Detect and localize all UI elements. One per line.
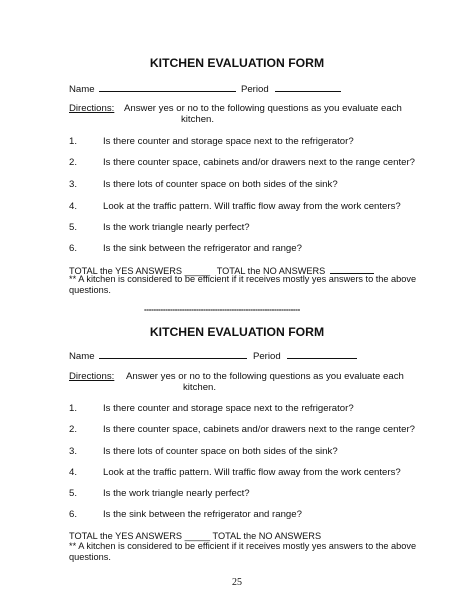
page-number: 25	[232, 577, 242, 588]
form-1-title: KITCHEN EVALUATION FORM	[149, 56, 325, 70]
form-1-question-6: 6. Is the sink between the refrigerator and range?	[69, 243, 302, 254]
period-field[interactable]	[275, 82, 341, 92]
form-2-name-row	[69, 349, 357, 362]
name-label: Name	[69, 84, 95, 95]
form-1-note-line1: ** A kitchen is considered to be efficient if it receives mostly yes answers to the above	[69, 274, 417, 284]
form-2-title: KITCHEN EVALUATION FORM	[149, 325, 325, 339]
total-no-label: TOTAL the NO ANSWERS	[216, 266, 326, 276]
form-2-question-2: 2. Is there counter space, cabinets and/or drawers next to the range center?	[69, 424, 415, 435]
name-field[interactable]	[99, 82, 236, 92]
form-1-directions-label: Directions:	[69, 103, 115, 114]
form-2-question-5: 5. Is the work triangle nearly perfect?	[69, 488, 250, 499]
form-1-name-row	[69, 82, 341, 95]
form-2-question-6: 6. Is the sink between the refrigerator and range?	[69, 509, 302, 520]
form-1-question-3: 3. Is there lots of counter space on both sides of the sink?	[69, 179, 338, 190]
form-1-question-2: 2. Is there counter space, cabinets and/or drawers next to the range center?	[69, 157, 415, 168]
total-no-field[interactable]	[330, 264, 374, 274]
form-1-note-line2: questions.	[69, 285, 111, 295]
form-2-directions-line1: Answer yes or no to the following questions as you evaluate each	[126, 371, 404, 382]
form-1-directions-line2: kitchen.	[181, 114, 215, 125]
form-1-question-4: 4. Look at the traffic pattern. Will traffic flow away from the work centers?	[69, 201, 401, 212]
form-2-question-1: 1. Is there counter and storage space next to the refrigerator?	[69, 403, 354, 414]
period-field[interactable]	[287, 349, 357, 359]
form-1-question-5: 5. Is the work triangle nearly perfect?	[69, 222, 250, 233]
period-label: Period	[240, 84, 269, 95]
form-2-question-4: 4. Look at the traffic pattern. Will traffic flow away from the work centers?	[69, 467, 401, 478]
period-label: Period	[252, 351, 281, 362]
form-2-question-3: 3. Is there lots of counter space on both sides of the sink?	[69, 446, 338, 457]
form-1-directions-line1: Answer yes or no to the following questions as you evaluate each	[124, 103, 402, 114]
form-1-question-1: 1. Is there counter and storage space next to the refrigerator?	[69, 136, 354, 147]
form-separator: ------------------------------------------------------------------	[144, 305, 301, 314]
total-yes-label: TOTAL the YES ANSWERS _____	[69, 266, 211, 276]
form-2-note-line2: questions.	[69, 552, 111, 562]
form-2-totals: TOTAL the YES ANSWERS _____ TOTAL the NO ANSWERS	[69, 531, 322, 541]
name-field[interactable]	[99, 349, 247, 359]
form-2-directions-line2: kitchen.	[183, 382, 217, 393]
name-label: Name	[69, 351, 95, 362]
form-2-note-line1: ** A kitchen is considered to be efficient if it receives mostly yes answers to the above	[69, 541, 417, 551]
form-2-directions-label: Directions:	[69, 371, 115, 382]
